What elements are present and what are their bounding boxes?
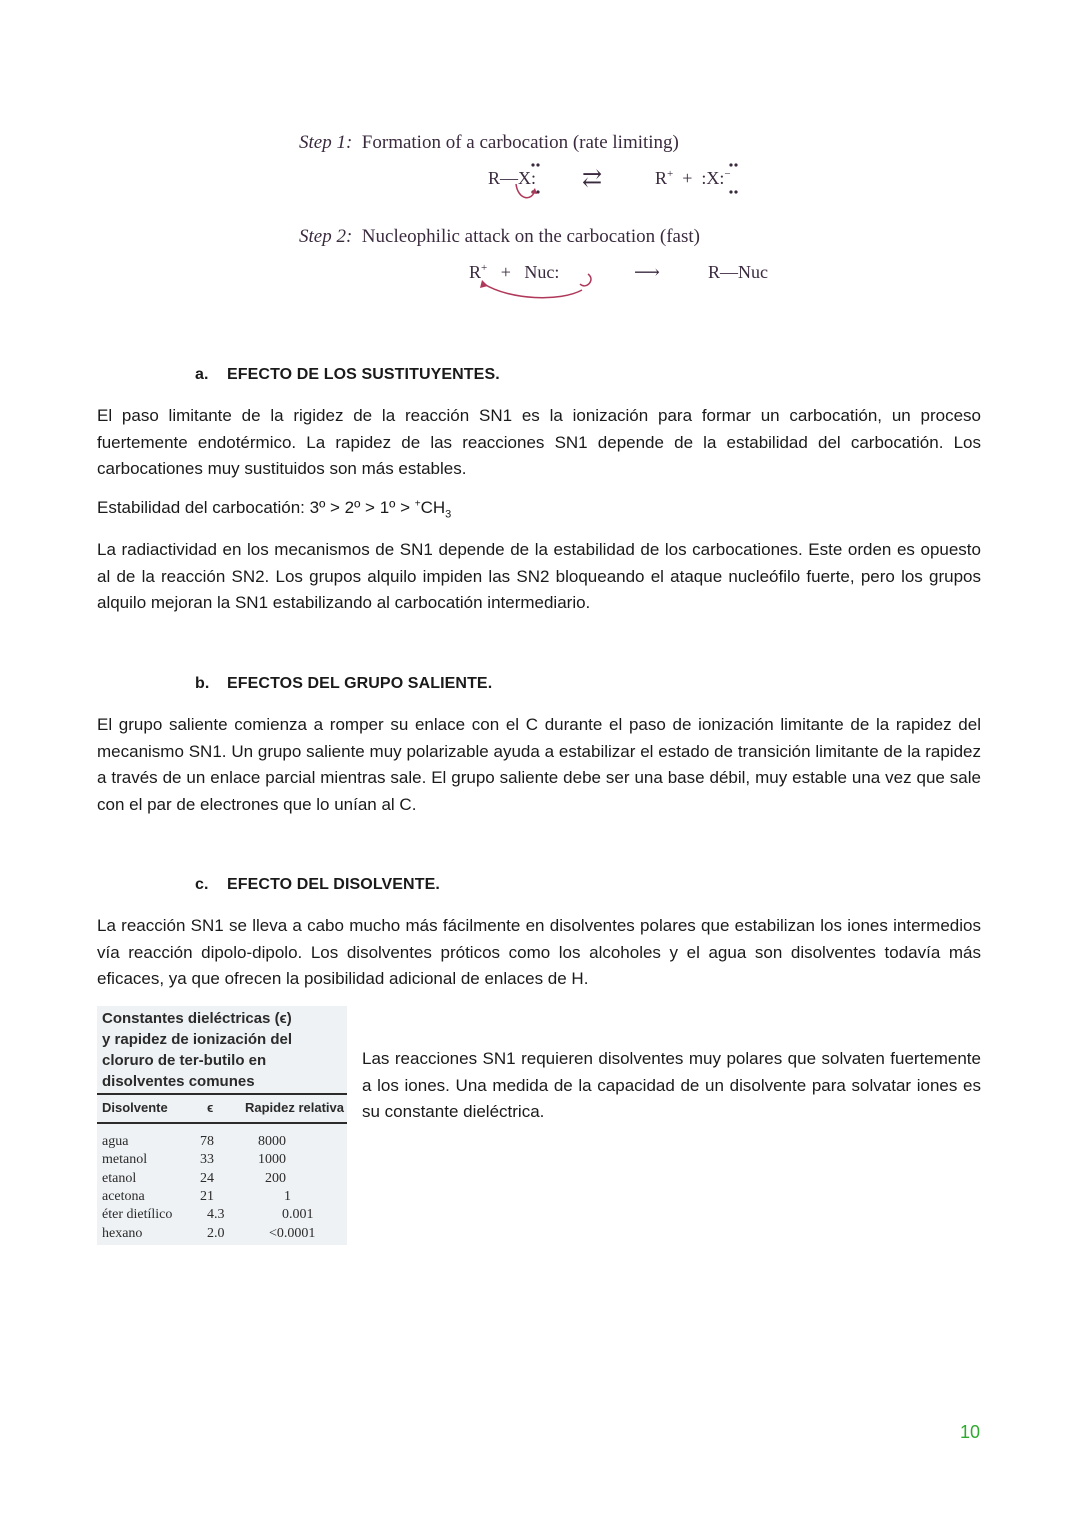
table-cell-epsilon: 24 bbox=[200, 1171, 214, 1186]
table-rule bbox=[97, 1122, 347, 1124]
section-a-title: EFECTO DE LOS SUSTITUYENTES. bbox=[227, 366, 500, 383]
step2-plus: + bbox=[500, 262, 511, 282]
step2-text: Nucleophilic attack on the carbocation (fast) bbox=[361, 226, 700, 247]
table-cell-solvent: etanol bbox=[102, 1171, 137, 1186]
table-cell-solvent: agua bbox=[102, 1134, 129, 1149]
table-cell-rate: 1000 bbox=[258, 1152, 286, 1167]
step1-lhs-x: X bbox=[518, 168, 532, 188]
section-b-letter: b. bbox=[195, 675, 210, 692]
table-cell-rate: 200 bbox=[265, 1171, 286, 1186]
step1-heading bbox=[299, 132, 679, 154]
table-caption-line: Constantes dieléctricas (ϵ) bbox=[102, 1010, 292, 1027]
section-c-letter: c. bbox=[195, 876, 209, 893]
table-cell-rate: 1 bbox=[284, 1189, 291, 1204]
section-c-heading bbox=[195, 876, 440, 894]
stability-ch: CH bbox=[420, 498, 446, 517]
step2-heading bbox=[299, 226, 700, 248]
table-caption bbox=[102, 1008, 342, 1092]
stability-sub: 3 bbox=[445, 508, 452, 521]
step1-rhs-plus: + bbox=[667, 168, 674, 180]
dielectric-table bbox=[97, 1006, 347, 1245]
step1-electron-arrows bbox=[480, 160, 800, 210]
step2-nuc-colon: : bbox=[554, 262, 560, 282]
step2-lhs-plus: + bbox=[481, 262, 488, 274]
table-caption-line: disolventes comunes bbox=[102, 1073, 255, 1090]
section-a-paragraph-1: El paso limitante de la rigidez de la reacción SN1 es la ionización para formar un carbocatión, un proceso fuertemente endotérmico. La rapidez de las reacciones SN1 depende de la estabilidad del carbocatión. Los carbocationes muy sustituidos son más estables. bbox=[97, 406, 981, 478]
step1-rhs-x: X bbox=[706, 168, 720, 188]
step1-label: Step 1: bbox=[299, 132, 353, 153]
stability-prefix: Estabilidad del carbocatión: 3º > 2º > 1º > bbox=[97, 498, 415, 517]
step1-plus: + bbox=[682, 168, 693, 188]
table-cell-rate: <0.0001 bbox=[269, 1226, 316, 1241]
section-b-paragraph-1: El grupo saliente comienza a romper su enlace con el C durante el paso de ionización limitante de la rapidez del mecanismo SN1. Un grupo saliente muy polarizable ayuda a estabilizar el estado de transición limitante de la rapidez a través de un enlace parcial mientras sale. El grupo saliente debe ser una base débil, muy estable una vez que sale con el par de electrones que lo unían al C. bbox=[97, 715, 981, 814]
step1-rhs-tail: : bbox=[719, 168, 725, 188]
section-c-title: EFECTO DEL DISOLVENTE. bbox=[227, 876, 440, 893]
step1-equilibrium-arrow: ⇄ bbox=[582, 166, 603, 192]
curved-arrow-icon bbox=[484, 274, 591, 298]
table-header-rate: Rapidez relativa bbox=[245, 1100, 344, 1115]
table-header-solvent: Disolvente bbox=[102, 1100, 168, 1115]
section-a-paragraph-2: La radiactividad en los mecanismos de SN1 depende de la estabilidad de los carbocationes. Este orden es opuesto al de la reacción SN2. Los grupos alquilo impiden las SN2 bloqueando el ataque nucleófilo fuerte, pero los grupos alquilo mejoran la SN1 estabilizando al carbocatión intermediario. bbox=[97, 540, 981, 612]
stability-sup: + bbox=[414, 498, 421, 510]
table-caption-line: cloruro de ter-butilo en bbox=[102, 1052, 267, 1069]
table-cell-rate: 0.001 bbox=[282, 1207, 314, 1222]
step2-electron-arrow bbox=[470, 260, 610, 305]
section-b-title: EFECTOS DEL GRUPO SALIENTE. bbox=[227, 675, 493, 692]
table-cell-epsilon: 78 bbox=[200, 1134, 214, 1149]
table-header-epsilon: ϵ bbox=[207, 1100, 214, 1115]
table-cell-epsilon: 33 bbox=[200, 1152, 214, 1167]
table-cell-solvent: hexano bbox=[102, 1226, 143, 1241]
section-c-side-paragraph: Las reacciones SN1 requieren disolventes muy polares que solvaten fuertemente a los iones. Una medida de la capacidad de un disolvente para solvatar iones es su constante dieléctrica. bbox=[362, 1049, 981, 1121]
step2-lhs-r: R bbox=[469, 262, 482, 282]
table-caption-line: y rapidez de ionización del bbox=[102, 1031, 293, 1048]
table-cell-solvent: acetona bbox=[102, 1189, 145, 1204]
step1-rhs-minus: − bbox=[724, 168, 731, 180]
stability-order bbox=[97, 498, 451, 520]
section-c-paragraph-1: La reacción SN1 se lleva a cabo mucho más fácilmente en disolventes polares que estabilizan los iones intermedios vía reacción dipolo-dipolo. Los disolventes próticos como los alcoholes y el agua son disolventes todavía más eficaces, ya que ofrecen la posibilidad adicional de enlaces de H. bbox=[97, 916, 981, 988]
step2-product: R—Nuc bbox=[708, 262, 768, 282]
table-cell-epsilon: 21 bbox=[200, 1189, 214, 1204]
step1-lhs-r: R bbox=[488, 168, 501, 188]
table-cell-solvent: éter dietílico bbox=[102, 1207, 173, 1222]
table-rule bbox=[97, 1093, 347, 1095]
step2-label: Step 2: bbox=[299, 226, 353, 247]
step2-nuc: Nuc bbox=[524, 262, 555, 282]
section-a-heading bbox=[195, 366, 500, 384]
step1-rhs-colon: : bbox=[701, 168, 707, 188]
table-cell-solvent: metanol bbox=[102, 1152, 148, 1167]
lone-pair-dots bbox=[531, 163, 737, 193]
step2-arrow: ⟶ bbox=[634, 262, 660, 282]
step1-text: Formation of a carbocation (rate limiting) bbox=[361, 132, 679, 153]
page-number: 10 bbox=[960, 1422, 981, 1442]
step1-rhs-r: R bbox=[655, 168, 668, 188]
table-cell-epsilon: 4.3 bbox=[207, 1207, 225, 1222]
table-cell-epsilon: 2.0 bbox=[207, 1226, 225, 1241]
step1-lhs-bond: — bbox=[500, 168, 519, 188]
step1-lhs-colon: : bbox=[531, 168, 537, 188]
section-b-heading bbox=[195, 675, 492, 693]
table-cell-rate: 8000 bbox=[258, 1134, 286, 1149]
section-a-letter: a. bbox=[195, 366, 209, 383]
